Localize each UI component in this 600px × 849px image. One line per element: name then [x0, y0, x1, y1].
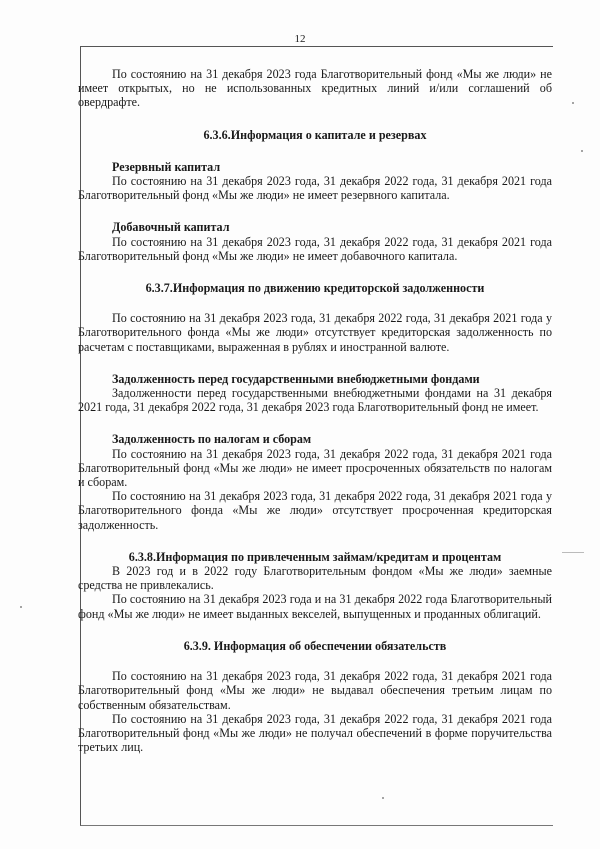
heading-loans: 6.3.8.Информация по привлеченным займам/кредитам и процентам	[128, 549, 502, 564]
subheading-extrabudgetary-funds: Задолженность перед государственными внебюджетными фондами	[112, 371, 480, 386]
paragraph-additional-capital: По состоянию на 31 декабря 2023 года, 31 декабря 2022 года, 31 декабря 2021 года Благотворительный фонд «Мы же люди» не имеет добавочного капитала.	[78, 234, 552, 263]
paragraph-collateral-received: По состоянию на 31 декабря 2023 года, 31 декабря 2022 года, 31 декабря 2021 года Благотворительный фонд «Мы же люди» не получал обеспечений в форме поручительства третьих лиц.	[78, 711, 552, 755]
paragraph-taxes: По состоянию на 31 декабря 2023 года, 31 декабря 2022 года, 31 декабря 2021 года Благотворительный фонд «Мы же люди» не имеет просроченных обязательств по налогам и сборам.	[78, 446, 552, 490]
subheading-taxes: Задолженность по налогам и сборам	[112, 432, 312, 447]
paragraph-reserve-capital: По состоянию на 31 декабря 2023 года, 31 декабря 2022 года, 31 декабря 2021 года Благотворительный фонд «Мы же люди» не имеет резервного капитала.	[78, 174, 552, 203]
subheading-additional-capital: Добавочный капитал	[112, 220, 230, 235]
heading-capital-reserves: 6.3.6.Информация о капитале и резервах	[203, 127, 427, 142]
paragraph-bills-bonds: По состоянию на 31 декабря 2023 года и на 31 декабря 2022 года Благотворительный фонд «Мы же люди» не имеет выданных векселей, выпущенных и проданных облигаций.	[78, 592, 552, 621]
paragraph-overdue-payables: По состоянию на 31 декабря 2023 года, 31 декабря 2022 года, 31 декабря 2021 года у Благотворительного фонда «Мы же люди» отсутствует просроченная кредиторская задолженность.	[78, 489, 552, 532]
paragraph-extrabudgetary-funds: Задолженности перед государственными внебюджетными фондами на 31 декабря 2021 года, 31 декабря 2022 года, 31 декабря 2023 года Благотворительный фонд не имеет.	[78, 386, 552, 415]
subheading-reserve-capital: Резервный капитал	[112, 159, 221, 174]
scan-speck	[20, 606, 22, 608]
page-number: 12	[294, 33, 306, 45]
heading-collateral: 6.3.9. Информация об обеспечении обязательств	[183, 638, 447, 653]
paragraph-collateral-issued: По состоянию на 31 декабря 2023 года, 31 декабря 2022 года, 31 декабря 2021 года Благотворительный фонд «Мы же люди» не выдавал обеспечения третьим лицам по собственным обязательствам.	[78, 669, 552, 712]
document-body	[78, 67, 552, 754]
paragraph-loans-not-raised: В 2023 год и в 2022 году Благотворительным фондом «Мы же люди» заемные средства не привлекались.	[78, 564, 552, 593]
scan-speck	[572, 102, 574, 104]
heading-payables: 6.3.7.Информация по движению кредиторской задолженности	[145, 281, 485, 296]
scan-speck	[382, 797, 384, 799]
scan-streak	[562, 552, 584, 553]
paragraph-payables: По состоянию на 31 декабря 2023 года, 31 декабря 2022 года, 31 декабря 2021 года у Благотворительного фонда «Мы же люди» отсутствует кредиторская задолженность по расчетам с поставщиками, выраженная в рублях и иностранной валюте.	[78, 311, 552, 354]
scan-speck	[581, 150, 583, 152]
paragraph-overdraft: По состоянию на 31 декабря 2023 года Благотворительный фонд «Мы же люди» не имеет открытых, но не использованных кредитных линий и/или соглашений об овердрафте.	[78, 67, 552, 110]
